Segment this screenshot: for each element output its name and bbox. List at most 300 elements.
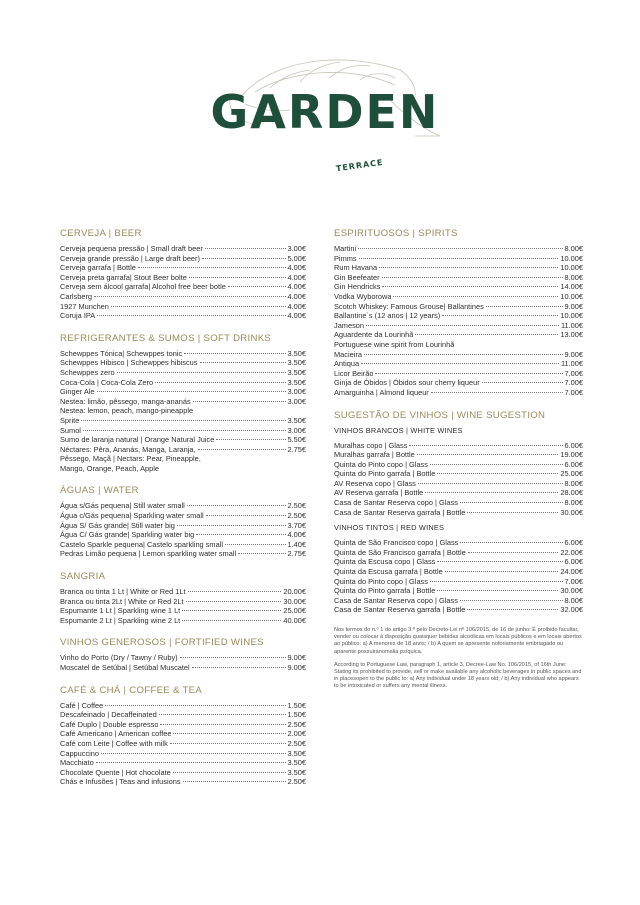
item-price: 19.00€ [560,450,583,460]
menu-item [60,358,306,368]
item-name: Scotch Whiskey: Famous Grouse| Ballantines [334,301,484,311]
menu-item [334,378,583,388]
item-price: 9.00€ [287,653,306,663]
item-price: 3.50€ [287,415,306,425]
menu-item [60,349,306,359]
dot-leader [486,306,563,307]
dot-leader [97,315,285,316]
item-price: 3.50€ [287,767,306,777]
item-name: Ginger Ale [60,387,95,397]
item-name: Cerveja sem álcool garrafa| Alcohol free beer botle [60,282,226,292]
menu-item [60,720,306,730]
item-price: 3.50€ [287,758,306,768]
menu-section [60,637,306,672]
item-name: Café Americano | American coffee [60,729,172,739]
dot-leader [189,277,286,278]
item-name: Cerveja garrafa | Bottle [60,263,136,273]
item-name: Quinta do Pinto copo | Glass [334,459,428,469]
item-name: Ballantine´s (12 anos | 12 years) [334,311,441,321]
dot-leader [437,590,558,591]
item-name: Casa de Santar Reserva copo | Glass [334,498,458,508]
item-name: Gin Hendricks [334,282,381,292]
item-name: Quinta do Pinto copo | Glass [334,576,428,586]
dot-leader [200,362,286,363]
dot-leader [180,657,286,658]
dot-leader [184,353,285,354]
dot-leader [238,553,285,554]
item-price: 7.00€ [564,576,583,586]
dot-leader [460,542,562,543]
item-price: 32.00€ [560,605,583,615]
menu-section [60,485,306,559]
item-price: 7.00€ [564,368,583,378]
dot-leader [467,512,558,513]
dot-leader [361,363,559,364]
item-name: Quinta da Escusa copo | Glass [334,557,436,567]
dot-leader [228,286,286,287]
item-name: Cerveja pequena pressão | Small draft beer [60,244,203,253]
item-name: Quinta do Pinto garrafa | Bottle [334,469,436,479]
item-price: 5.00€ [287,253,306,263]
item-price: 6.00€ [564,459,583,469]
item-name: Gin Beefeater [334,272,380,282]
item-price: 8.00€ [564,478,583,488]
dot-leader [417,454,559,455]
menu-item [334,292,583,302]
item-name: 1927 Munchen [60,301,109,311]
legal-notice-pt: Nos termos do n.º 1 do artigo 3.º pelo Decreto-Lei nº 106/2015, de 16 de junho: É proibido facultar, vender ou colocar à disposição quaisquer bebidas alcoólicas em locais públicos e em locais abertos ao público: a) A menores de 18 anos; / b) A quem se apresente notoriamente embriagado ou aparente possuiranomalia psíquica. [334,627,582,655]
dot-leader [173,772,286,773]
item-price: 10.00€ [560,311,583,321]
item-name: Muralhas copo | Glass [334,440,408,450]
item-price: 13.00€ [560,330,583,340]
menu-item [60,244,306,254]
item-price: 2.75€ [287,549,306,559]
menu-item [60,530,306,540]
section-title: CERVEJA | BEER [60,228,142,239]
item-name: Pêssego, Maçã | Nectars: Pear, Pineapple, [60,454,201,464]
dot-leader [173,733,285,734]
item-name: Schewppes Hibisco | Schewppes hibiscus [60,358,198,368]
menu-item [334,460,583,470]
item-name: Macchiato [60,758,94,768]
menu-item [60,292,306,302]
item-price: 4.00€ [287,263,306,273]
item-name: Martini [334,244,357,253]
dot-leader [482,382,563,383]
menu-section [60,571,306,625]
item-price: 24.00€ [560,567,583,577]
menu-item [60,587,306,597]
menu-item [60,454,306,464]
menu-item [334,548,583,558]
item-price: 1.40€ [287,539,306,549]
legal-notice-en: According to Portuguese Law, paragraph 1, article 3, Decree-Law No. 106/2015, of 16th June: Stating its prohibited to provide, sell or make available any alcoholic beverages in public spaces and in placesopen to the public to: a) Any individual under 18 years old; / b) Any individual who appears to be intoxicated or suffers any mental illness. [334,661,582,690]
menu-item [60,511,306,521]
item-name: Vodka Wyborowa [334,291,392,301]
item-price: 4.00€ [287,530,306,540]
item-name: Muralhas garrafa | Bottle [334,450,415,460]
menu-item [334,254,583,264]
menu-item [60,540,306,550]
menu-item [60,311,306,321]
dot-leader [409,445,562,446]
item-price: 8.00€ [564,595,583,605]
item-name: Espumante 2 Lt | Sparkling wine 2 Lt [60,615,181,625]
menu-section [60,333,306,474]
dot-leader [418,483,563,484]
left-column [60,228,306,799]
item-price: 6.00€ [564,440,583,450]
dot-leader [155,382,285,383]
item-price: 1.50€ [287,700,306,710]
item-name: Sumol [60,425,81,435]
item-price: 8.00€ [564,272,583,282]
item-name: Casa de Santar Reserva copo | Glass [334,595,458,605]
dot-leader [431,392,563,393]
item-name: Café com Leite | Coffee with milk [60,738,168,748]
dot-leader [442,315,558,316]
item-price: 3.70€ [287,520,306,530]
menu-item [60,378,306,388]
item-name: Macieira [334,349,362,359]
menu-item [334,330,583,340]
item-name: Cerveja preta garrafa| Stout Beer bolte [60,272,187,282]
dot-leader [206,515,286,516]
item-price: 4.00€ [287,282,306,292]
dot-leader [467,609,558,610]
legal-notice [334,627,583,691]
dot-leader [160,724,285,725]
menu-item [60,597,306,607]
item-name: Chás e Infusões | Teas and infusions [60,777,181,787]
item-price: 10.00€ [560,263,583,273]
dot-leader [205,248,286,249]
menu-item [60,729,306,739]
dot-leader [425,492,558,493]
dot-leader [225,544,286,545]
dot-leader [382,277,563,278]
item-price: 40.00€ [283,615,306,625]
dot-leader [101,753,285,754]
menu-item [334,577,583,587]
wine-section [334,410,583,616]
item-price: 11.00€ [560,320,583,330]
dot-leader [182,610,281,611]
dot-leader [460,502,563,503]
dot-leader [430,464,563,465]
item-name: Amarguinha | Almond liqueur [334,387,429,397]
section-title: ESPIRITUOSOS | SPIRITS [334,228,458,239]
item-name: Ginja de Óbidos | Óbidos sour cherry liqueur [334,378,480,388]
menu-item [334,321,583,331]
menu-item [334,498,583,508]
item-name: Coca-Cola | Coca-Cola Zero [60,377,154,387]
menu-item [60,606,306,616]
item-price: 3.00€ [287,244,306,253]
dot-leader [468,552,559,553]
menu-item [334,469,583,479]
menu-item [60,302,306,312]
menu-item [60,616,306,626]
dot-leader [366,325,559,326]
item-name: Aguardente da Lourinhã [334,330,414,340]
item-name: Café Duplo | Double espresso [60,719,159,729]
dot-leader [379,267,558,268]
garden-terrace-logo [200,40,450,180]
dot-leader [364,354,563,355]
item-name: AV Reserva copo | Glass [334,478,416,488]
item-price: 6.00€ [564,538,583,548]
item-name: Quinta do Pinto garrafa | Bottle [334,586,436,596]
dot-leader [83,430,286,431]
menu-item [60,397,306,407]
item-name: Schewppes Tónica| Schewppes tonic [60,348,183,358]
dot-leader [188,591,282,592]
item-price: 11.00€ [560,359,583,369]
dot-leader [192,667,286,668]
dot-leader [196,534,285,535]
menu-item [334,538,583,548]
menu-item [334,586,583,596]
menu-item [60,254,306,264]
item-name: Sprite [60,415,80,425]
dot-leader [202,258,286,259]
item-name: Água C/ Gás grande| Sparkling water big [60,530,195,540]
dot-leader [375,373,562,374]
menu-item [60,416,306,426]
item-name: Portuguese wine spirit from Lourinhã [334,339,455,349]
dot-leader [193,401,286,402]
item-name: Pimms [334,253,357,263]
item-name: Água S/ Gás grande| Still water big [60,520,175,530]
dot-leader [183,781,286,782]
dot-leader [138,267,286,268]
menu-item [60,777,306,787]
item-price: 3.50€ [287,348,306,358]
item-name: Néctares: Pêra, Ananás, Manga, Laranja, [60,444,196,454]
item-price: 2.50€ [287,777,306,787]
menu-item [60,768,306,778]
item-name: AV Reserva garrafa | Bottle [334,488,424,498]
menu-item [334,244,583,254]
dot-leader [186,601,282,602]
item-price: 10.00€ [560,291,583,301]
item-price: 9.00€ [564,301,583,311]
item-name: Quinta de São Francisco garrafa | Bottle [334,547,466,557]
item-price: 2.50€ [287,501,306,511]
item-name: Água s/Gás pequena| Still water small [60,501,185,511]
dot-leader [111,306,286,307]
menu-item [334,508,583,518]
item-price: 22.00€ [560,547,583,557]
item-price: 3.00€ [287,425,306,435]
menu-item [60,426,306,436]
dot-leader [359,258,559,259]
red-wines-subtitle: VINHOS TINTOS | RED WINES [334,523,445,533]
item-price: 2.50€ [287,738,306,748]
menu-item [60,445,306,455]
dot-leader [198,449,286,450]
item-price: 20.00€ [283,587,306,597]
menu-item [60,263,306,273]
item-price: 2.50€ [287,719,306,729]
item-name: Água c/Gás pequena| Sparkling water small [60,511,204,521]
dot-leader [170,743,286,744]
item-price: 5.50€ [287,435,306,445]
menu-item [334,350,583,360]
item-name: Pedras Limão pequena | Lemon sparkling water small [60,549,237,559]
menu-item [60,282,306,292]
dot-leader [382,286,558,287]
dot-leader [437,473,558,474]
item-price: 4.00€ [287,301,306,311]
section-title: SUGESTÃO DE VINHOS | WINE SUGESTION [334,409,546,421]
spirits-section [334,228,583,398]
item-price: 3.00€ [287,387,306,397]
right-column [334,228,583,697]
menu-item [60,710,306,720]
item-name: Café | Coffee [60,700,104,710]
dot-leader [187,505,286,506]
item-price: 9.00€ [564,349,583,359]
menu-item [334,359,583,369]
menu-item [334,567,583,577]
item-price: 3.50€ [287,377,306,387]
item-price: 4.00€ [287,291,306,301]
item-price: 8.00€ [564,498,583,508]
menu-item [334,450,583,460]
item-name: Nestea: lemon, peach, mango-pineapple [60,406,194,416]
item-name: Castelo Sparkle pequena| Castelo sparkling small [60,539,223,549]
menu-item [60,653,306,663]
menu-item [334,605,583,615]
item-name: Quinta de São Francisco copo | Glass [334,538,459,548]
menu-item [60,549,306,559]
section-title: SANGRIA [60,571,106,583]
item-name: Quinta da Escusa garrafa | Bottle [334,567,443,577]
white-wines-subtitle: VINHOS BRANCOS | WHITE WINES [334,425,463,435]
menu-item [60,521,306,531]
item-name: Casa de Santar Reserva garrafa | Bottle [334,605,466,615]
item-name: Mango, Orange, Peach, Apple [60,463,160,473]
section-title: ÁGUAS | WATER [60,485,139,497]
item-name: Chocolate Quente | Hot chocolate [60,767,171,777]
menu-item [334,369,583,379]
item-price: 25.00€ [560,469,583,479]
item-price: 7.00€ [564,387,583,397]
menu-item [60,739,306,749]
menu-item [334,340,583,350]
item-price: 3.50€ [287,358,306,368]
menu-item [60,501,306,511]
menu-item [60,749,306,759]
menu-section [60,228,306,321]
section-title: CAFÉ & CHÁ | COFFEE & TEA [60,684,203,696]
dot-leader [159,714,286,715]
item-name: Rum Havana [334,263,378,273]
dot-leader [94,296,285,297]
menu-item [60,387,306,397]
dot-leader [216,439,285,440]
dot-leader [182,620,281,621]
dot-leader [81,420,285,421]
dot-leader [437,561,562,562]
item-name: Descafeinado | Decaffeinated [60,710,157,720]
item-price: 14.00€ [560,282,583,292]
item-price: 3.50€ [287,748,306,758]
item-price: 7.00€ [564,378,583,388]
menu-item [60,273,306,283]
dot-leader [97,391,286,392]
menu-item [60,663,306,673]
menu-item [334,557,583,567]
menu-item [60,758,306,768]
item-name: Licor Beirão [334,368,374,378]
item-name: Vinho do Porto (Dry / Tawny / Ruby) [60,653,178,663]
item-price: 30.00€ [560,507,583,517]
menu-item [60,368,306,378]
dot-leader [430,581,563,582]
item-name: Jameson [334,320,364,330]
menu-item [60,464,306,474]
item-price: 3.50€ [287,367,306,377]
menu-item [334,273,583,283]
dot-leader [177,525,286,526]
logo-wordmark: GARDEN [210,85,440,139]
item-price: 6.00€ [564,557,583,567]
menu-item [60,435,306,445]
item-price: 1.50€ [287,710,306,720]
menu-item [334,263,583,273]
item-price: 10.00€ [560,253,583,263]
item-price: 28.00€ [560,488,583,498]
item-name: Cappuccino [60,748,100,758]
item-name: Coruja IPA [60,311,96,321]
menu-item [334,388,583,398]
item-name: Casa de Santar Reserva garrafa | Bottle [334,507,466,517]
dot-leader [105,705,285,706]
menu-item [334,479,583,489]
menu-item [334,282,583,292]
dot-leader [393,296,558,297]
dot-leader [117,372,286,373]
dot-leader [96,762,286,763]
dot-leader [415,334,558,335]
menu-item [334,488,583,498]
item-price: 3.00€ [287,396,306,406]
item-name: Nestea: limão, pêssego, manga-ananás [60,396,191,406]
menu-item [334,596,583,606]
item-name: Branca ou tinta 1 Lt | White or Red 1Lt [60,587,186,597]
section-title: REFRIGERANTES & SUMOS | SOFT DRINKS [60,332,272,344]
dot-leader [358,248,562,249]
menu-item [60,701,306,711]
dot-leader [460,600,563,601]
section-title: VINHOS GENEROSOS | FORTIFIED WINES [60,637,264,649]
item-name: Cerveja grande pressão | Large draft beer) [60,253,200,263]
item-name: Moscatel de Setúbal | Setúbal Muscatel [60,663,190,672]
item-price: 9.00€ [287,663,306,672]
item-name: Branca ou tinta 2Lt | White or Red 2Lt [60,596,184,606]
item-price: 30.00€ [283,596,306,606]
item-name: Sumo de laranja natural | Orange Natural Juice [60,435,215,445]
item-name: Carlsberg [60,291,93,301]
logo-subtitle: TERRACE [335,157,384,174]
menu-item [334,441,583,451]
menu-item [334,311,583,321]
item-price: 2.50€ [287,511,306,521]
